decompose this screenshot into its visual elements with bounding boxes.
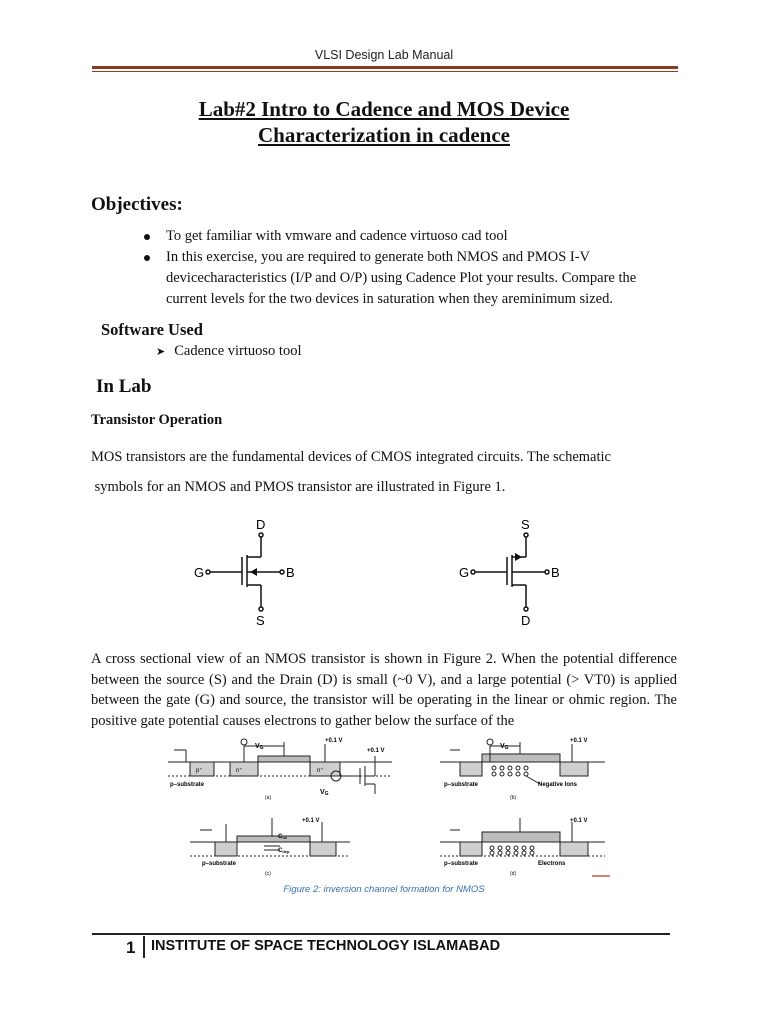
panel-a-voltage: +0.1 V bbox=[325, 738, 343, 744]
figure-2-caption: Figure 2: inversion channel formation for NMOS bbox=[283, 884, 485, 895]
panel-c-substrate: p–substrate bbox=[202, 861, 237, 867]
header-rule-thin bbox=[92, 71, 678, 72]
running-header: VLSI Design Lab Manual bbox=[314, 48, 454, 62]
intro-paragraph-line-2: symbols for an NMOS and PMOS transistor are illustrated in Figure 1. bbox=[91, 479, 506, 495]
pmos-source-arrow bbox=[515, 553, 522, 561]
objective-item: To get familiar with vmware and cadence virtuoso cad tool bbox=[140, 226, 660, 247]
nmos-symbol bbox=[206, 533, 284, 611]
panel-b-substrate: p–substrate bbox=[444, 782, 479, 788]
panel-a-substrate: p–substrate bbox=[170, 782, 205, 788]
panel-a-tag: (a) bbox=[265, 795, 272, 801]
panel-b bbox=[440, 739, 605, 784]
panel-c-tag: (c) bbox=[265, 871, 271, 877]
transistor-operation-heading: Transistor Operation bbox=[91, 412, 223, 428]
nmos-b-label: B bbox=[286, 565, 295, 580]
panel-a-n-plus-right: n⁺ bbox=[317, 768, 324, 774]
footer-separator bbox=[143, 936, 145, 958]
middle-voltage: +0.1 V bbox=[367, 748, 385, 754]
header-rule bbox=[92, 66, 678, 69]
arrow-bullet-icon: ➤ bbox=[156, 345, 166, 358]
nmos-g-label: G bbox=[194, 565, 205, 580]
panel-c-cdep: Cdep bbox=[278, 848, 290, 854]
panel-b-vg: VG bbox=[500, 743, 509, 751]
cross-section-paragraph: A cross sectional view of an NMOS transistor is shown in Figure 2. When the potential difference between the source (S) and the Drain (D) is small (~0 V), and a large potential (> VT0) is applied between the gate (G) and source, the transistor will be operating in the linear or ohmic region. The positive gate potential causes electrons to gather below the surface of the bbox=[91, 651, 677, 729]
pmos-b-label: B bbox=[551, 565, 560, 580]
pmos-symbol bbox=[471, 533, 549, 611]
page-number: 1 bbox=[126, 938, 136, 957]
pmos-s-label: S bbox=[521, 517, 530, 532]
software-heading: Software Used bbox=[101, 320, 203, 339]
panel-b-note: Negative Ions bbox=[538, 782, 578, 788]
panel-b-tag: (b) bbox=[510, 795, 517, 801]
panel-d-voltage: +0.1 V bbox=[570, 818, 588, 824]
software-item bbox=[156, 343, 301, 360]
software-item-label: Cadence virtuoso tool bbox=[174, 343, 302, 359]
panel-c-voltage: +0.1 V bbox=[302, 818, 320, 824]
nmos-s-label: S bbox=[256, 613, 265, 628]
lab-title bbox=[0, 96, 768, 148]
lab-title-line-2: Characterization in cadence bbox=[258, 123, 510, 147]
intro-paragraph-line-1: MOS transistors are the fundamental devices of CMOS integrated circuits. The schematic bbox=[91, 449, 611, 465]
objectives-list bbox=[140, 226, 660, 310]
footer-rule bbox=[92, 933, 670, 935]
panel-a-n-plus-left: n⁺ bbox=[236, 768, 243, 774]
panel-a-vg: VG bbox=[255, 743, 264, 751]
panel-b-voltage: +0.1 V bbox=[570, 738, 588, 744]
panel-c bbox=[190, 818, 350, 856]
panel-a-p-plus: p⁺ bbox=[196, 768, 203, 774]
footer-institute: INSTITUTE OF SPACE TECHNOLOGY ISLAMABAD bbox=[151, 938, 501, 954]
middle-vg: VG bbox=[320, 789, 329, 797]
objective-item: In this exercise, you are required to generate both NMOS and PMOS I-V devicecharacteristics (I/P and O/P) using Cadence Plot your results. Compare the current levels for the two devices in saturation when they areminimum sized. bbox=[140, 247, 660, 310]
panel-d-substrate: p–substrate bbox=[444, 861, 479, 867]
pmos-g-label: G bbox=[459, 565, 470, 580]
panel-d-note: Electrons bbox=[538, 861, 566, 867]
pmos-d-label: D bbox=[521, 613, 531, 628]
in-lab-heading: In Lab bbox=[96, 376, 152, 397]
panel-c-cox: Cox bbox=[278, 834, 288, 840]
nmos-d-label: D bbox=[256, 517, 266, 532]
nmos-body-arrow bbox=[250, 568, 257, 576]
lab-title-line-1: Lab#2 Intro to Cadence and MOS Device bbox=[198, 97, 570, 121]
objectives-heading: Objectives: bbox=[91, 194, 183, 215]
figure-1-mos-symbols bbox=[180, 515, 580, 635]
panel-d-tag: (d) bbox=[510, 871, 517, 877]
figure-2-cross-sections bbox=[160, 734, 610, 882]
intro-paragraph bbox=[91, 442, 681, 502]
